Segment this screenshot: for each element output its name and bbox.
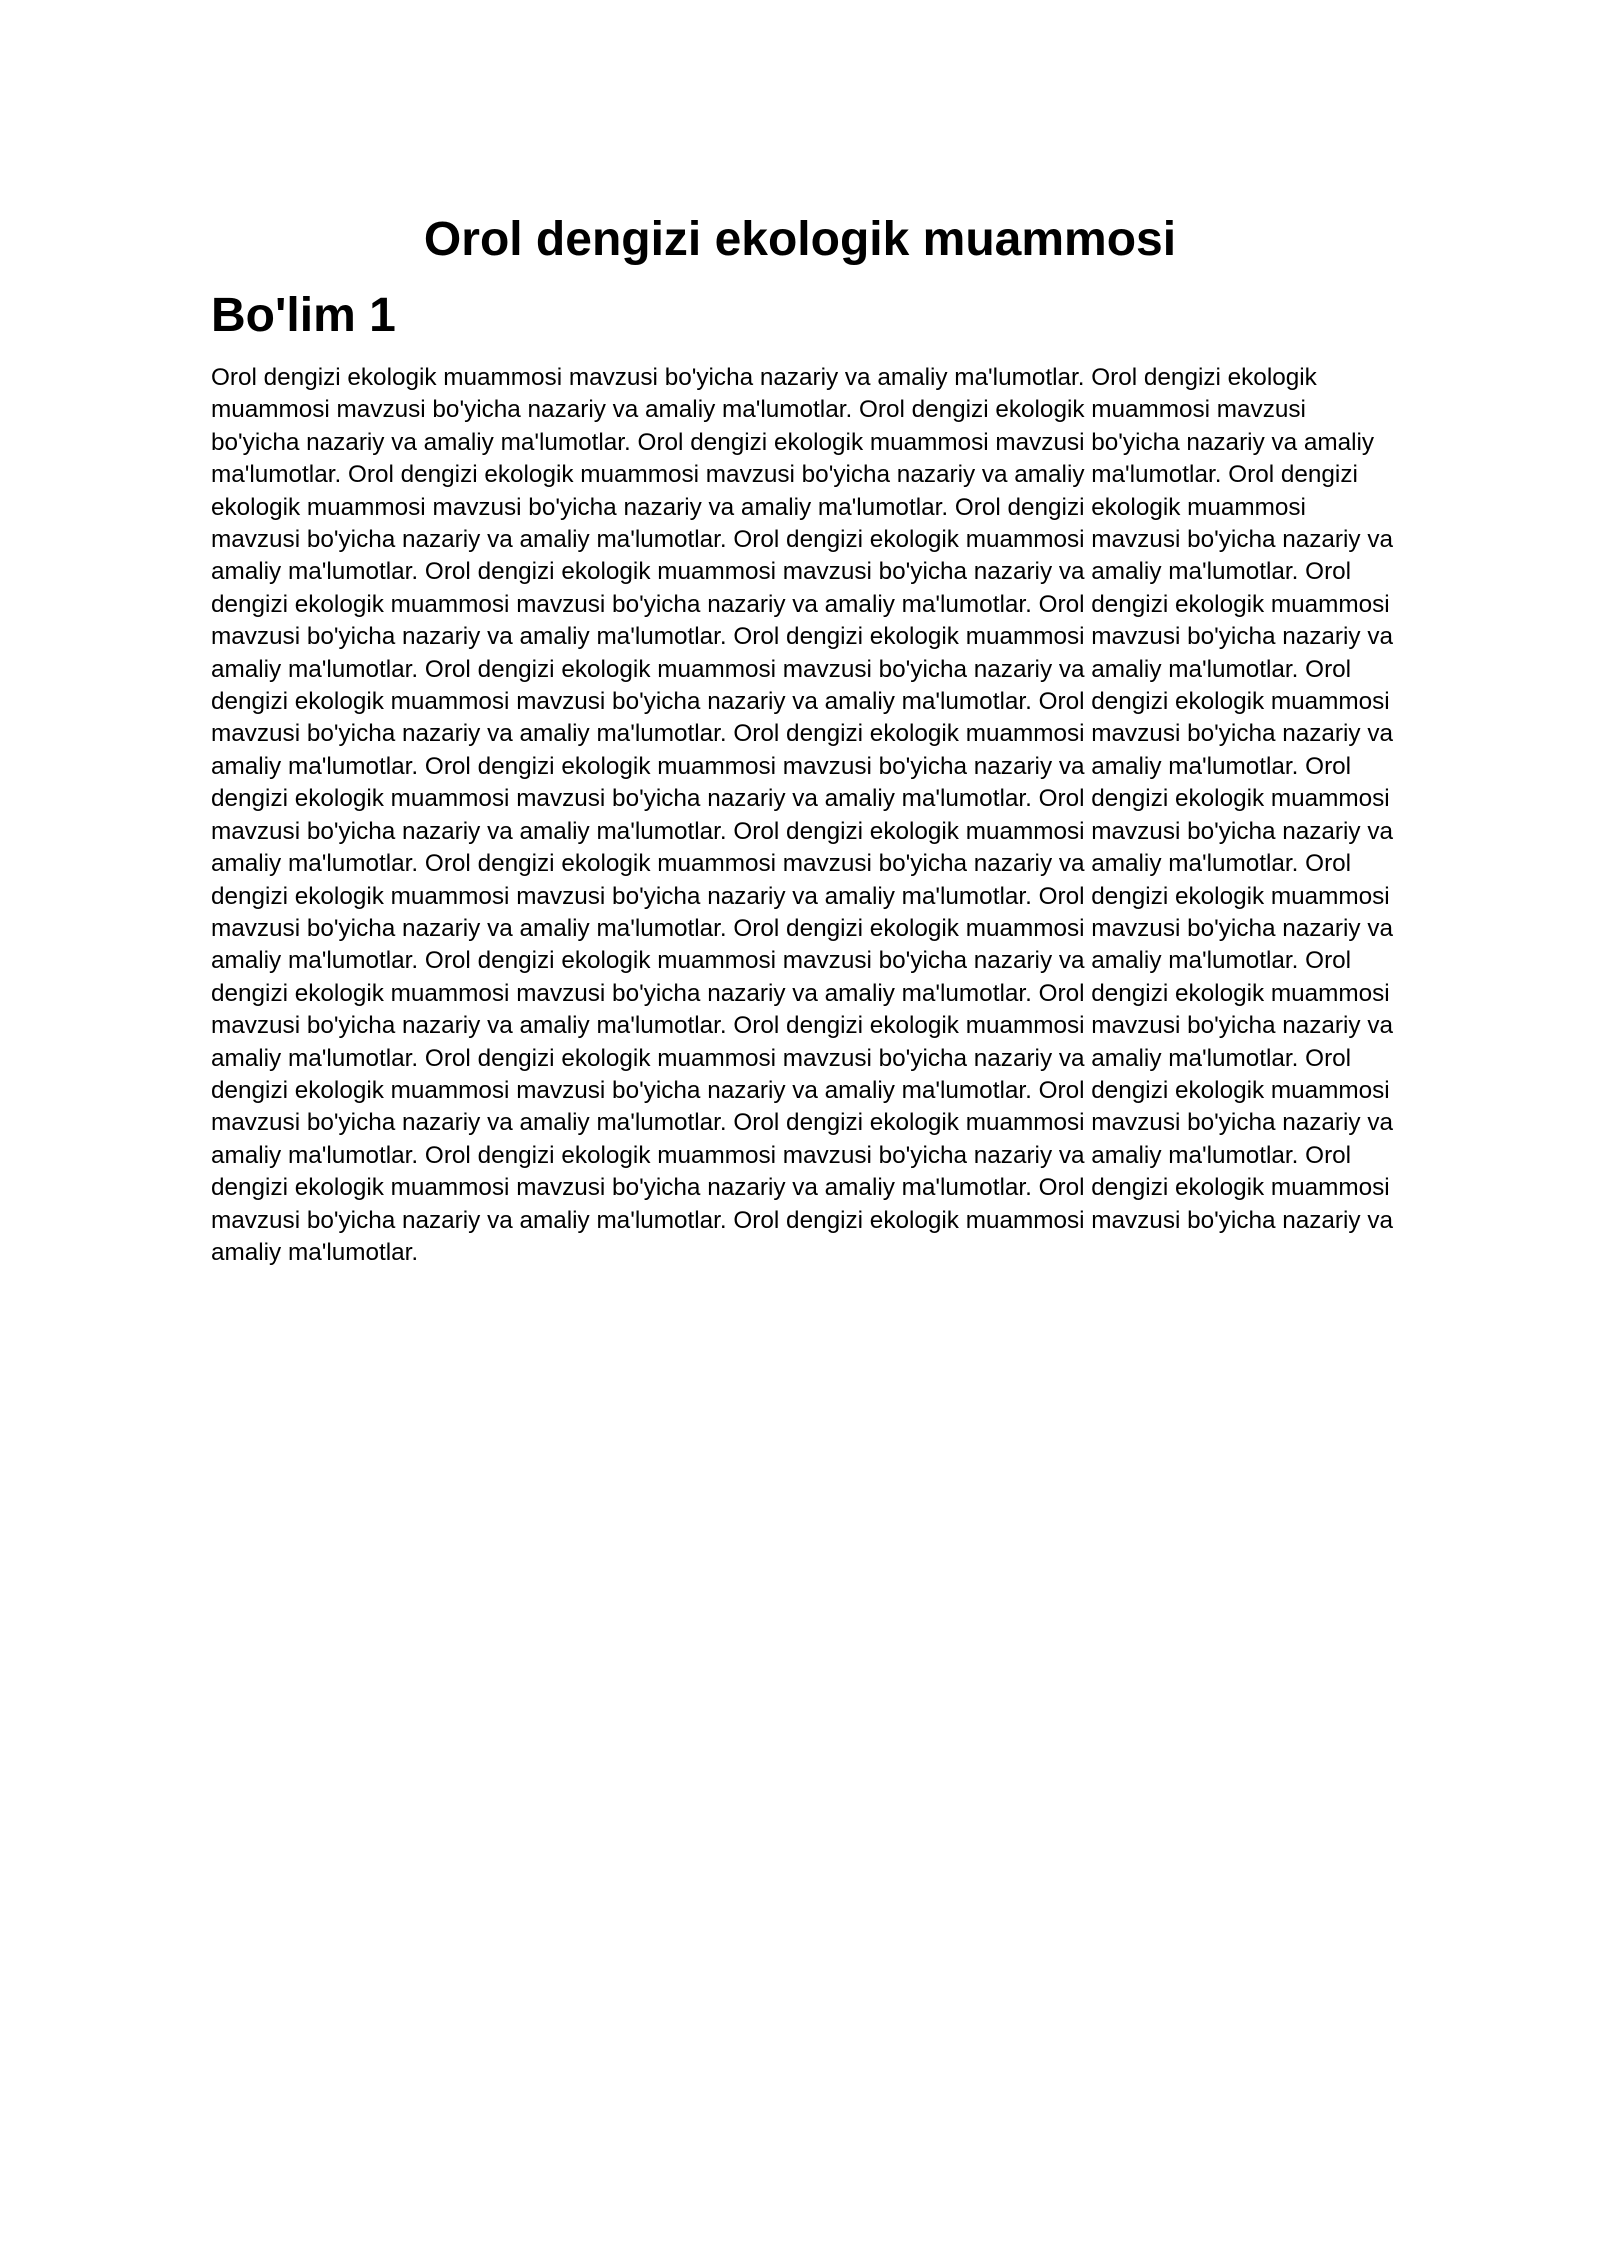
document-title: Orol dengizi ekologik muammosi xyxy=(423,213,1177,266)
body-paragraph: Orol dengizi ekologik muammosi mavzusi bo'yicha nazariy va amaliy ma'lumotlar. Orol dengizi ekologik muammosi mavzusi bo'yicha nazariy va amaliy ma'lumotlar. Orol dengizi ekologik muammosi mavzusi bo'yicha nazariy va amaliy ma'lumotlar. Orol dengizi ekologik muammosi mavzusi bo'yicha nazariy va amaliy ma'lumotlar. Orol dengizi ekologik muammosi mavzusi bo'yicha nazariy va amaliy ma'lumotlar. Orol dengizi ekologik muammosi mavzusi bo'yicha nazariy va amaliy ma'lumotlar. Orol dengizi ekologik muammosi mavzusi bo'yicha nazariy va amaliy ma'lumotlar. Orol dengizi ekologik muammosi mavzusi bo'yicha nazariy va amaliy ma'lumotlar. Orol dengizi ekologik muammosi mavzusi bo'yicha nazariy va amaliy ma'lumotlar. Orol dengizi ekologik muammosi mavzusi bo'yicha nazariy va amaliy ma'lumotlar. Orol dengizi ekologik muammosi mavzusi bo'yicha nazariy va amaliy ma'lumotlar. Orol dengizi ekologik muammosi mavzusi bo'yicha nazariy va amaliy ma'lumotlar. Orol dengizi ekologik muammosi mavzusi bo'yicha nazariy va amaliy ma'lumotlar. Orol dengizi ekologik muammosi mavzusi bo'yicha nazariy va amaliy ma'lumotlar. Orol dengizi ekologik muammosi mavzusi bo'yicha nazariy va amaliy ma'lumotlar. Orol dengizi ekologik muammosi mavzusi bo'yicha nazariy va amaliy ma'lumotlar. Orol dengizi ekologik muammosi mavzusi bo'yicha nazariy va amaliy ma'lumotlar. Orol dengizi ekologik muammosi mavzusi bo'yicha nazariy va amaliy ma'lumotlar. Orol dengizi ekologik muammosi mavzusi bo'yicha nazariy va amaliy ma'lumotlar. Orol dengizi ekologik muammosi mavzusi bo'yicha nazariy va amaliy ma'lumotlar. Orol dengizi ekologik muammosi mavzusi bo'yicha nazariy va amaliy ma'lumotlar. Orol dengizi ekologik muammosi mavzusi bo'yicha nazariy va amaliy ma'lumotlar. Orol dengizi ekologik muammosi mavzusi bo'yicha nazariy va amaliy ma'lumotlar. Orol dengizi ekologik muammosi mavzusi bo'yicha nazariy va amaliy ma'lumotlar. Orol dengizi ekologik muammosi mavzusi bo'yicha nazariy va amaliy ma'lumotlar. Orol dengizi ekologik muammosi mavzusi bo'yicha nazariy va amaliy ma'lumotlar. Orol dengizi ekologik muammosi mavzusi bo'yicha nazariy va amaliy ma'lumotlar. Orol dengizi ekologik muammosi mavzusi bo'yicha nazariy va amaliy ma'lumotlar. Orol dengizi ekologik muammosi mavzusi bo'yicha nazariy va amaliy ma'lumotlar. Orol dengizi ekologik muammosi mavzusi bo'yicha nazariy va amaliy ma'lumotlar. Orol dengizi ekologik muammosi mavzusi bo'yicha nazariy va amaliy ma'lumotlar. Orol dengizi ekologik muammosi mavzusi bo'yicha nazariy va amaliy ma'lumotlar. Orol dengizi ekologik muammosi mavzusi bo'yicha nazariy va amaliy ma'lumotlar. Orol dengizi ekologik muammosi mavzusi bo'yicha nazariy va amaliy ma'lumotlar. Orol dengizi ekologik muammosi mavzusi bo'yicha nazariy va amaliy ma'lumotlar. Orol dengizi ekologik muammosi mavzusi bo'yicha nazariy va amaliy ma'lumotlar. xyxy=(211,364,1393,1266)
section-heading: Bo'lim 1 xyxy=(211,289,396,342)
